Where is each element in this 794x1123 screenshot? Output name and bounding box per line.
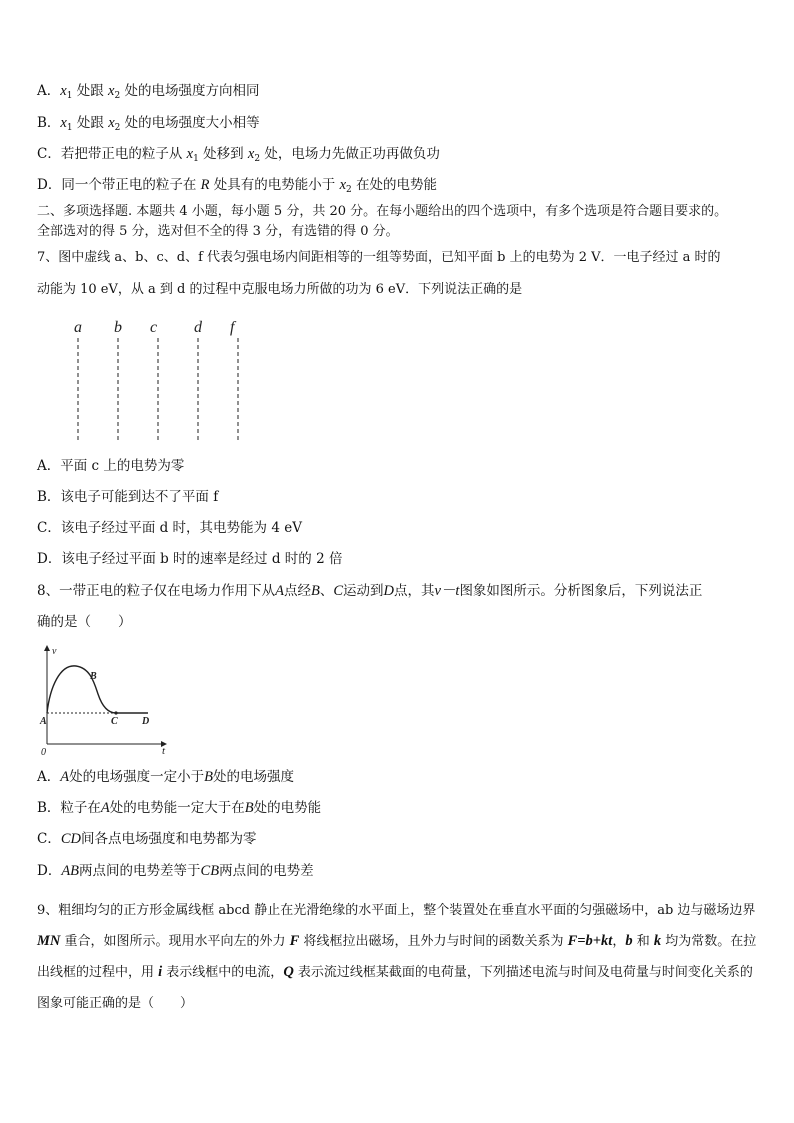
math-var: AB [61,863,80,879]
option-text: 处具有的电势能小于 [209,177,340,193]
q7-equipotential-figure [60,316,260,446]
subscript: 2 [114,123,121,133]
math-var: b [625,933,633,949]
point-label-d: D [142,716,150,727]
origin-label: 0 [41,747,46,758]
stem-text: 8、一带正电的粒子仅在电场力作用下从 [37,583,276,599]
q6-option-b [37,114,260,137]
plane-label-a: a [74,319,82,336]
point-label-c: C [111,716,118,727]
math-var: CB [200,863,220,879]
option-text: 处跟 [72,83,109,99]
v-axis-label: v [52,646,57,657]
q7-stem-line1: 7、图中虚线 a、b、c、d、f 代表匀强电场内间距相等的一组等势面，已知平面 b 上的电势为 2 V．一电子经过 a 时的 [37,250,721,265]
math-var: k [653,933,662,949]
option-label: B． [37,115,61,131]
q8-stem-line2: 确的是（ ） [37,614,132,630]
vt-curve [47,666,148,713]
math-var: x [339,177,347,193]
math-var: A [60,769,70,785]
subscript: 1 [66,91,73,101]
q8-option-a [37,768,294,786]
math-var: x [108,115,115,131]
q8-option-b [37,799,321,817]
stem-text: 9、粗细均匀的正方形金属线框 abcd 静止在光滑绝缘的水平面上，整个装置处在垂直水平面的匀强磁场中，ab 边与磁场边界 [37,903,756,918]
q8-option-d [37,862,314,880]
stem-text: ， [612,934,626,949]
math-var: B [310,583,320,599]
plane-label-d: d [194,319,202,336]
option-text: 处的电场强度 [212,769,294,785]
point-label-b: B [90,671,97,682]
subscript: 1 [193,154,199,164]
q7-stem-line2: 动能为 10 eV，从 a 到 d 的过程中克服电场力所做的功为 6 eV．下列说法正确的是 [37,282,523,297]
q7-option-a: A．平面 c 上的电势为零 [37,458,185,474]
option-text: 处移到 [198,146,248,162]
option-label: A． [37,769,61,785]
option-label: A． [37,83,61,99]
math-var: R [200,177,210,193]
stem-text: 将线框拉出磁场，且外力与时间的函数关系为 [299,934,568,949]
stem-text: 点经 [283,583,311,599]
stem-text: 和 [632,934,654,949]
math-var: MN [37,933,61,949]
stem-text: 重合，如图所示。现用水平向左的外力 [60,934,290,949]
option-text: 间各点电场强度和电势都为零 [81,831,257,847]
math-var: v－t [434,583,460,599]
subscript: 2 [254,154,261,164]
option-text: 处，电场力先做正功再做负功 [260,146,440,162]
option-text: 在处的电势能 [351,177,438,193]
math-var: C [333,583,343,599]
stem-text: 表示流过线框某截面的电荷量，下列描述电流与时间及电荷量与时间变化关系的图象可能正确的是（ ） [37,965,753,1011]
stem-text: 图象如图所示。分析图象后，下列说法正 [459,583,703,599]
q7-option-b: B．该电子可能到达不了平面 f [37,489,219,505]
option-label: D． [37,863,62,879]
subscript: 1 [66,123,73,133]
option-label: C．若把带正电的粒子从 [37,146,187,162]
point-label-a: A [40,716,47,727]
option-text: 处的电场强度一定小于 [69,769,205,785]
stem-text: 运动到 [342,583,384,599]
option-text: 两点间的电势差等于 [79,863,201,879]
subscript: 2 [346,185,352,195]
subscript: 2 [114,91,121,101]
stem-text: 点，其 [393,583,435,599]
point-c-dot [114,711,117,714]
option-label: D．同一个带正电的粒子在 [37,177,201,193]
math-var: x [247,146,255,162]
t-axis-label: t [162,745,166,757]
stem-text: 均为常数。在拉出线框的过程中，用 [37,934,757,980]
option-label: C． [37,831,61,847]
plane-label-c: c [150,319,158,336]
q7-option-d: D．该电子经过平面 b 时的速率是经过 d 时的 2 倍 [37,551,343,567]
math-var: B [244,800,254,816]
math-var: x [108,83,115,99]
math-var: i [158,964,163,980]
q9-stem [37,895,759,1019]
section-heading-line2: 全部选对的得 5 分，选对但不全的得 3 分，有选错的得 0 分。 [37,224,399,239]
q6-option-d [37,176,437,199]
q8-stem-line1 [37,582,702,600]
math-var: CD [60,831,81,847]
q8-vt-graph [38,642,178,757]
section-heading-line1: 二、多项选择题. 本题共 4 小题，每小题 5 分，共 20 分。在每小题给出的四个选项中，有多个选项是符合题目要求的。 [37,204,728,219]
math-var: A [100,800,110,816]
math-var: A [275,583,284,599]
math-var: F [289,933,300,949]
math-var: D [383,583,394,599]
stem-text: 表示线框中的电流， [162,965,284,980]
option-text: 处的电场强度大小相等 [120,115,260,131]
math-var: Q [283,964,294,980]
option-text: 两点间的电势差 [219,863,314,879]
math-var: x [60,83,67,99]
q6-option-a [37,82,259,105]
math-var: x [60,115,67,131]
math-var: x [186,146,194,162]
q7-option-c: C．该电子经过平面 d 时，其电势能为 4 eV [37,520,302,536]
option-text: 处的电势能 [253,800,322,816]
plane-label-b: b [114,319,122,336]
q6-option-c [37,145,440,168]
option-text: 处的电势能一定大于在 [109,800,245,816]
plane-label-f: f [230,319,235,336]
option-label: B．粒子在 [37,800,101,816]
option-text: 处跟 [72,115,109,131]
math-var: B [204,769,213,785]
q8-option-c [37,830,257,848]
option-text: 处的电场强度方向相同 [120,83,260,99]
stem-text: 、 [319,583,334,599]
math-formula: F=b+kt [567,933,613,949]
